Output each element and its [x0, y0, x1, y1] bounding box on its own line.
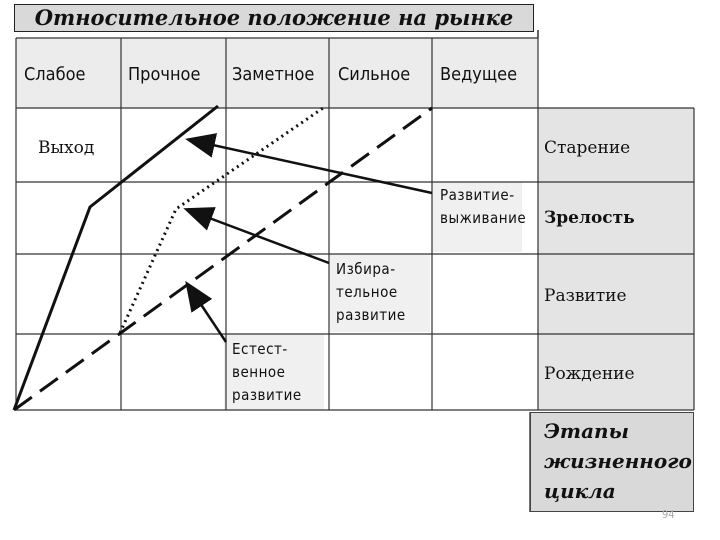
stage-birth: Рождение — [544, 364, 635, 384]
stage-growth: Развитие — [544, 286, 627, 306]
exit-label: Выход — [38, 138, 95, 158]
position-leading: Ведущее — [440, 64, 518, 85]
stage-aging: Старение — [544, 138, 631, 158]
strategy-selective-label: Избира- тельное развитие — [336, 260, 406, 324]
position-powerful: Сильное — [338, 64, 411, 85]
position-weak: Слабое — [24, 64, 86, 85]
page-number: 94 — [662, 508, 675, 521]
position-notable: Заметное — [232, 64, 315, 85]
selective-curve — [120, 106, 326, 333]
strategy-natural-label: Естест- венное развитие — [232, 340, 302, 404]
stage-maturity: Зрелость — [544, 208, 635, 228]
diagram-title: Относительное положение на рынке — [34, 5, 514, 30]
arrow-selective — [188, 210, 329, 263]
strategy-survival-label: Развитие- выживание — [440, 186, 527, 227]
lifecycle-stages-caption: Этапы жизненного цикла — [544, 419, 692, 503]
position-strong: Прочное — [128, 64, 201, 85]
